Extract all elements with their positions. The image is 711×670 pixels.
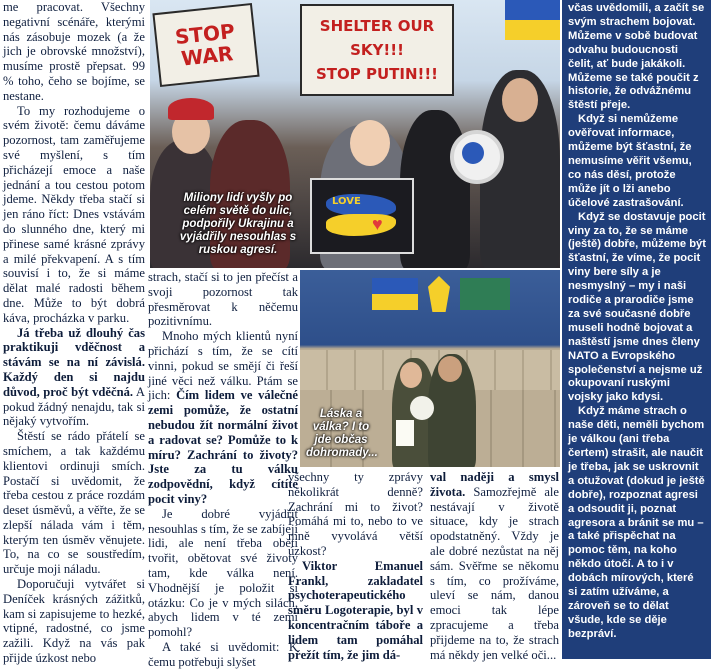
flag-yellow [372,294,418,310]
protest-photo [150,0,560,268]
bold-text: Viktor Emanuel Frankl, zakladatel psychoterapeutického směru Logoterapie, byl v koncentračním táboře a lidem tam pomáhal přežít tím, že jim dá- [288,558,423,662]
paragraph: všechny ty zprávy několikrát denně? Zachrání mi to život? Pomáhá mi to, nebo to ve mně vyvolává větší úzkost? [288,470,423,558]
megaphone-center [462,142,484,164]
paragraph: včas uvědomili, a začít se svým strachem bojovat. Můžeme v sobě budovat odvahu budoucnosti čelit, ať bude jakákoli. Můžeme se také poučit z historie, že odvážnému štěstí přeje. [568,2,705,112]
paragraph [288,559,423,663]
paragraph: Doporučuji vytvářet si Deníček krásných zážitků, kam si zapisujeme to hezké, vtipné, radostné, co jsme zažili. Když na vás pak přijde úzkost nebo [3,577,145,666]
paragraph: Když se dostavuje pocit viny za to, že se máme (ještě) dobře, můžeme být šťastní, že víme, že pocit viny bere síly a je nesmyslný – my i naši rodiče a prarodiče jsme za své současné dobře museli hodně bojovat a naštěstí jsme dnes členy NATO a Evropského společenství a nejsme už okupovaní ruskými vojsky jako kdysi. [568,210,707,404]
love-text: LOVE [332,196,361,207]
paragraph: strach, stačí si to jen přečíst a svoji pozornost tak přesměrovat k něčemu pozitivnímu. [148,270,298,329]
bold-text: Já třeba už dlouhý čas praktikuji vděčnost a stávám se na ní závislá. Každý den si najdu důvod, proč být vděčná. [3,325,145,399]
photo-caption: Láska a válka? I to jde občas dohromady... [306,408,378,459]
face [438,356,462,382]
map-yellow [326,214,396,236]
article-column-2 [148,270,298,670]
red-hat [168,98,214,120]
sidebar-text [568,2,706,642]
paragraph: Je dobré vyjádřit nesouhlas s tím, že se zabíjejí lidi, ale není třeba oběti tvořit, obětovat své životy tam, kde válka není. Vhodnější je položit si otázku: Co je v mých silách, abych lidem v té zemi pomohl? [148,506,298,640]
flowers-bouquet [410,396,434,420]
text: A pokud žádný nenajdu, tak si nějaký vytvořím. [3,384,145,429]
paragraph: Když si nemůžeme ověřovat informace, můžeme být šťastní, že nemusíme věřit všemu, co nás děsí, protože může jít o lži anebo účelové zastrašování. [568,113,692,209]
face [350,120,390,166]
paragraph: Když máme strach o naše děti, neměli bychom je válkou (ani třeba čertem) strašit, ale naučit je třeba, jak se uskrovnit a otužovat (dokud je ještě dobře), rozpoznat agresi a odsoudit ji, poznat agresora a bránit se mu – a také přispěchat na pomoc těm, na koho někdo útočí. A to i v dobách mírových, které si zatím užíváme, a zároveň se to dělat všude, kde se děje bezpráví. [568,405,705,640]
couple-photo [300,270,560,467]
love-poster [310,178,414,254]
paragraph: Štěstí se rádo přátelí se smíchem, a tak každému klientovi ordinuji smích. Postačí si uvědomit, že třeba cestou z práce rozdám deset úsměvů, a věřte, že se zlepší nálada vám i těm, kterým ten úsměv věnujete. To, na co se soustředím, určuje moji náladu. [3,429,145,577]
article-column-1 [3,0,145,666]
certificate [396,420,414,446]
paragraph [148,329,298,507]
text: Mnoho mých klientů nyní přichází s tím, že se cítí vinni, pokud se smějí či řeší jiné věci než válku. Ptám se jich: [148,329,298,403]
paragraph: me pracovat. Všechny negativní scénáře, kterými nás zásobuje mozek (a že jich je obrovské množství), musíme prostě přepsat. 99 % toho, čeho se bojíme, se nestane. [3,0,145,103]
flag-yellow [505,20,560,40]
face [400,362,422,388]
bold-text: Čím lidem ve válečné zemi pomůže, že ostatní nebudou žít normální život a radovat se? Pomůže to k míru? Zachrání to životy? Jste za tu válku zodpovědní, když cítíte pocit viny? [148,388,298,506]
stop-war-sign: STOP WAR [152,3,259,87]
article-column-3 [288,470,423,662]
face [502,78,538,122]
heart-icon: ♥ [372,214,383,234]
sign-line: SHELTER OUR SKY!!! [319,17,435,59]
paragraph [430,470,559,662]
text: Samozřejmě ale nestávají v životě situace, kdy je strach opodstatněný. Vždy je ale dobré nezůstat na něj sám. Svěřme se někomu s tím, co prožíváme, uleví se nám, danou emoci tak lépe zpracujeme a třeba přijdeme na to, že strach má někdy jen velké oči... [430,484,559,662]
trident-emblem-icon [428,276,450,312]
paragraph [3,326,145,430]
sign-line: STOP PUTIN!!! [315,65,439,83]
regional-flag [460,278,510,310]
flag-blue [505,0,560,20]
bold-text: val naději a smysl života. [430,470,559,499]
stop-putin-sign [300,4,454,96]
photo-caption: Miliony lidí vyšly po celém světě do ulic, podpořily Ukrajinu a vyjádřily nesouhlas s ruskou agresí. [179,192,297,256]
article-column-4 [430,470,559,662]
paragraph: To my rozhodujeme o svém životě: čemu dáváme pozornost, tam zaměřujeme své myšlení, s tím přicházejí emoce a naše jednání a tou cestou potom jdeme. Někdy třeba stačí si jen ráno říct: Dnes vstávám do slunného dne, který mi přinese samé krásné zprávy a milé překvapení. A s tím souvisí i to, že si máme dělat malé radosti během dne. Může to být dobrá káva, procházka v parku. [3,103,145,325]
sidebar-box [562,0,711,659]
paragraph: A také si uvědomit: K čemu potřebuji slyšet [148,639,298,669]
flag-blue [372,278,418,294]
